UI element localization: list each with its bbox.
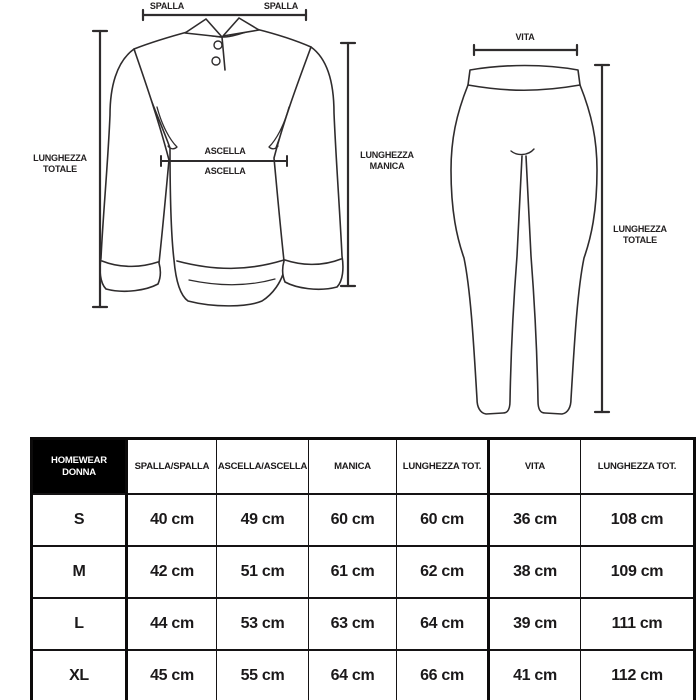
table-cell: 38 cm bbox=[489, 546, 581, 598]
table-cell: 51 cm bbox=[217, 546, 309, 598]
table-cell: 108 cm bbox=[581, 494, 695, 546]
table-cell: 39 cm bbox=[489, 598, 581, 650]
header-cell-vita: VITA bbox=[489, 439, 581, 495]
table-cell: 41 cm bbox=[489, 650, 581, 700]
table-cell: 40 cm bbox=[127, 494, 217, 546]
header-cell-manica: MANICA bbox=[309, 439, 397, 495]
label-lunghezza-manica: LUNGHEZZA MANICA bbox=[360, 150, 414, 171]
label-spalla-right: SPALLA bbox=[263, 1, 299, 11]
table-corner-cell bbox=[32, 439, 127, 495]
table-cell: 44 cm bbox=[127, 598, 217, 650]
table-cell: 109 cm bbox=[581, 546, 695, 598]
size-table bbox=[30, 437, 696, 700]
table-cell: 49 cm bbox=[217, 494, 309, 546]
table-cell: 60 cm bbox=[397, 494, 489, 546]
table-cell: 111 cm bbox=[581, 598, 695, 650]
table-row-m bbox=[32, 546, 695, 598]
header-cell-lunghezza-tot-pants: LUNGHEZZA TOT. bbox=[581, 439, 695, 495]
label-lunghezza-totale-pants: LUNGHEZZA TOTALE bbox=[613, 224, 667, 245]
label-spalla-left: SPALLA bbox=[149, 1, 185, 11]
table-corner-label: HOMEWEAR DONNA bbox=[51, 454, 107, 478]
button-icon bbox=[212, 57, 220, 65]
table-cell: 62 cm bbox=[397, 546, 489, 598]
pants-drawing bbox=[451, 66, 597, 415]
size-cell: M bbox=[32, 546, 127, 598]
table-cell: 61 cm bbox=[309, 546, 397, 598]
table-cell: 63 cm bbox=[309, 598, 397, 650]
header-cell-ascella: ASCELLA/ASCELLA bbox=[217, 439, 309, 495]
table-cell: 60 cm bbox=[309, 494, 397, 546]
label-vita: VITA bbox=[515, 32, 535, 42]
size-cell: L bbox=[32, 598, 127, 650]
table-cell: 45 cm bbox=[127, 650, 217, 700]
table-row-xl bbox=[32, 650, 695, 700]
table-cell: 36 cm bbox=[489, 494, 581, 546]
table-cell: 53 cm bbox=[217, 598, 309, 650]
header-cell-spalla: SPALLA/SPALLA bbox=[127, 439, 217, 495]
label-lunghezza-totale-top: LUNGHEZZA TOTALE bbox=[33, 153, 87, 174]
button-icon bbox=[214, 41, 222, 49]
size-cell: S bbox=[32, 494, 127, 546]
table-cell: 64 cm bbox=[397, 598, 489, 650]
label-ascella-bottom: ASCELLA bbox=[204, 166, 246, 176]
table-row-l bbox=[32, 598, 695, 650]
table-cell: 64 cm bbox=[309, 650, 397, 700]
header-cell-lunghezza-tot-top: LUNGHEZZA TOT. bbox=[397, 439, 489, 495]
table-cell: 66 cm bbox=[397, 650, 489, 700]
table-row-s bbox=[32, 494, 695, 546]
table-header-row bbox=[32, 439, 695, 495]
table-cell: 112 cm bbox=[581, 650, 695, 700]
measure-line-vita bbox=[474, 45, 577, 55]
size-cell: XL bbox=[32, 650, 127, 700]
table-cell: 42 cm bbox=[127, 546, 217, 598]
label-ascella-top: ASCELLA bbox=[204, 146, 246, 156]
table-cell: 55 cm bbox=[217, 650, 309, 700]
